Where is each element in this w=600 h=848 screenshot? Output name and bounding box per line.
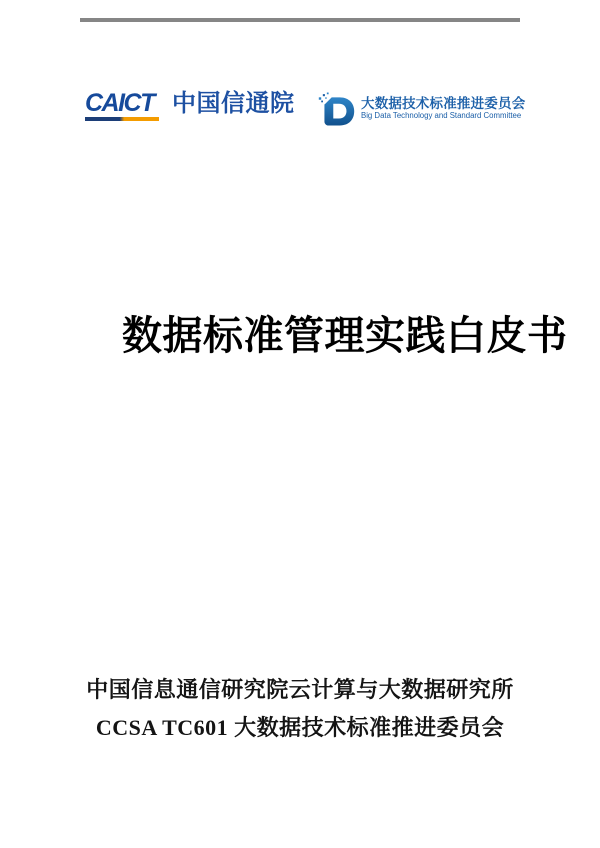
caict-name-cn: 中国信通院 [172,90,295,117]
top-rule [80,18,520,22]
footer-org-line2: CCSA TC601 大数据技术标准推进委员会 [95,715,505,740]
bdtsc-name-en: Big Data Technology and Standard Committee [361,111,522,120]
bdtsc-logo [318,90,525,132]
logo-row [85,89,526,138]
page-title: 数据标准管理实践白皮书 [122,314,568,358]
footer [0,671,600,747]
caict-wordmark [85,89,161,121]
bdtsc-d-icon [318,90,355,132]
footer-org-line1: 中国信息通信研究院云计算与大数据研究所 [86,677,514,702]
bdtsc-name-cn: 大数据技术标准推进委员会 [361,96,526,111]
caict-logo [85,89,295,121]
bdtsc-text [361,90,525,121]
caict-underline [85,117,159,121]
caict-acronym: CAICT [85,89,154,117]
